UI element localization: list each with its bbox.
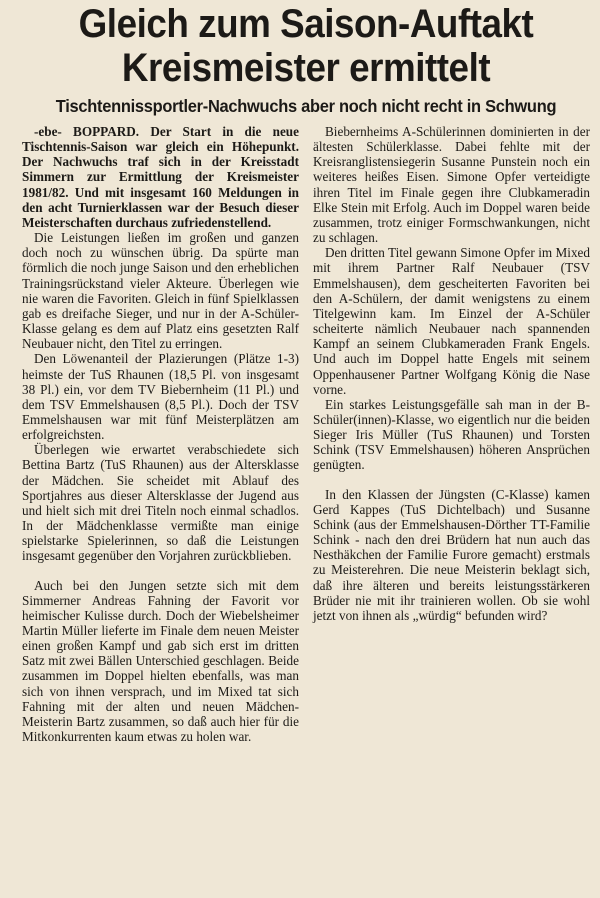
paragraph: Die Leistungen ließen im großen und ganzen doch noch zu wünschen übrig. Da spürte man förmlich die noch junge Saison und den erheblichen Trainingsrückstand vieler Akteure. Überlegen wie nie waren die Favoriten. Gleich in fünf Spielklassen gab es dreifache Sieger, und nur in der A-Schüler-Klasse gelang es dem auf Platz eins gesetzten Ralf Neubauer nicht, den Titel zu erringen. bbox=[22, 230, 299, 352]
headline-line-1: Gleich zum Saison-Auftakt bbox=[78, 2, 534, 46]
article-body bbox=[22, 124, 590, 744]
paragraph: Überlegen wie erwartet verabschiedete sich Bettina Bartz (TuS Rhaunen) aus der Altersklasse der Mädchen. Sie scheidet mit Ablauf des Sportjahres aus dieser Altersklasse der Jugend aus und hielt sich mit drei Titeln noch einmal schadlos. In der Mädchenklasse vermißte man einige spielstarke Spielerinnen, so daß die Leistungen insgesamt gegenüber den Vorjahren zurückblieben. bbox=[22, 442, 299, 564]
right-column bbox=[313, 124, 590, 744]
paragraph: Ein starkes Leistungsgefälle sah man in der B-Schüler(innen)-Klasse, wo eigentlich nur die beiden Sieger Iris Müller (TuS Rhaunen) und Torsten Schink (TSV Emmelshausen) höheren Ansprüchen genügten. bbox=[313, 396, 590, 473]
lead-paragraph: -ebe- BOPPARD. Der Start in die neue Tischtennis-Saison war gleich ein Höhepunkt. Der Nachwuchs traf sich in der Kreisstadt Simmern zur Ermittlung der Kreismeister 1981/82. Und mit insgesamt 160 Meldungen in den acht Turnierklassen war der Besuch dieser Meisterschaften durchaus zufriedenstellend. bbox=[22, 124, 299, 230]
paragraph: Den dritten Titel gewann Simone Opfer im Mixed mit ihrem Partner Ralf Neubauer (TSV Emmelshausen), dem gescheiterten Favoriten bei den A-Schülern, der damit wenigstens zu einem Titelgewinn kam. Im Einzel der A-Schüler scheiterte nämlich Neubauer nach spannenden Kampf an seinem Clubkameraden Frank Engels. Und auch im Doppel hatte Engels mit seinem Oppenhausener Partner Wolfgang König die Nase vorne. bbox=[313, 245, 590, 397]
headline-line-2: Kreismeister ermittelt bbox=[121, 46, 491, 90]
paragraph: Den Löwenanteil der Plazierungen (Plätze 1-3) heimste der TuS Rhaunen (18,5 Pl. von insgesamt 38 Pl.) ein, vor dem TV Biebernheim (11 Pl.) und dem TSV Emmelshausen (8,5 Pl.). Doch der TSV Emmelshausen war mit fünf Meisterplätzen am erfolgreichsten. bbox=[22, 351, 299, 443]
subheadline: Tischtennissportler-Nachwuchs aber noch nicht recht in Schwung bbox=[55, 96, 557, 116]
left-column bbox=[22, 124, 299, 744]
paragraph: In den Klassen der Jüngsten (C-Klasse) kamen Gerd Kappes (TuS Dichtelbach) und Susanne Schink (aus der Emmelshausen-Dörther TT-Familie Schink - nach den drei Brüdern hat nun auch das Nesthäkchen der Familie Furore gemacht) erstmals zu Meisterehren. Die neue Meisterin beklagt sich, daß ihre älteren und bereits leistungsstärkeren Brüder nie mit ihr trainieren wollen. Ob sie wohl jetzt von ihnen als „würdig“ befunden wird? bbox=[313, 486, 590, 623]
paragraph: Biebernheims A-Schülerinnen dominierten in der ältesten Schülerklasse. Dabei fehlte mit der Kreisranglistensiegerin Susanne Punstein noch ein weiteres heißes Eisen. Simone Opfer verteidigte ihren Titel im Finale gegen ihre Clubkameradin Elke Stein mit Erfolg. Auch im Doppel waren beide zusammen, trotz einiger Formschwankungen, nicht zu schlagen. bbox=[313, 124, 590, 246]
paragraph: Auch bei den Jungen setzte sich mit dem Simmerner Andreas Fahning der Favorit vor heimischer Kulisse durch. Doch der Wiebelsheimer Martin Müller lieferte im Finale dem neuen Meister einen großen Kampf und gab sich erst im dritten Satz mit zwei Bällen Unterschied geschlagen. Beide zusammen im Doppel hielten ebenfalls, was man sich von ihnen versprach, und im Mixed tat sich Fahning mit der alten und neuen Mädchen-Meisterin Bartz zusammen, so daß auch hier für die Mitkonkurrenten kaum etwas zu holen war. bbox=[22, 577, 299, 745]
